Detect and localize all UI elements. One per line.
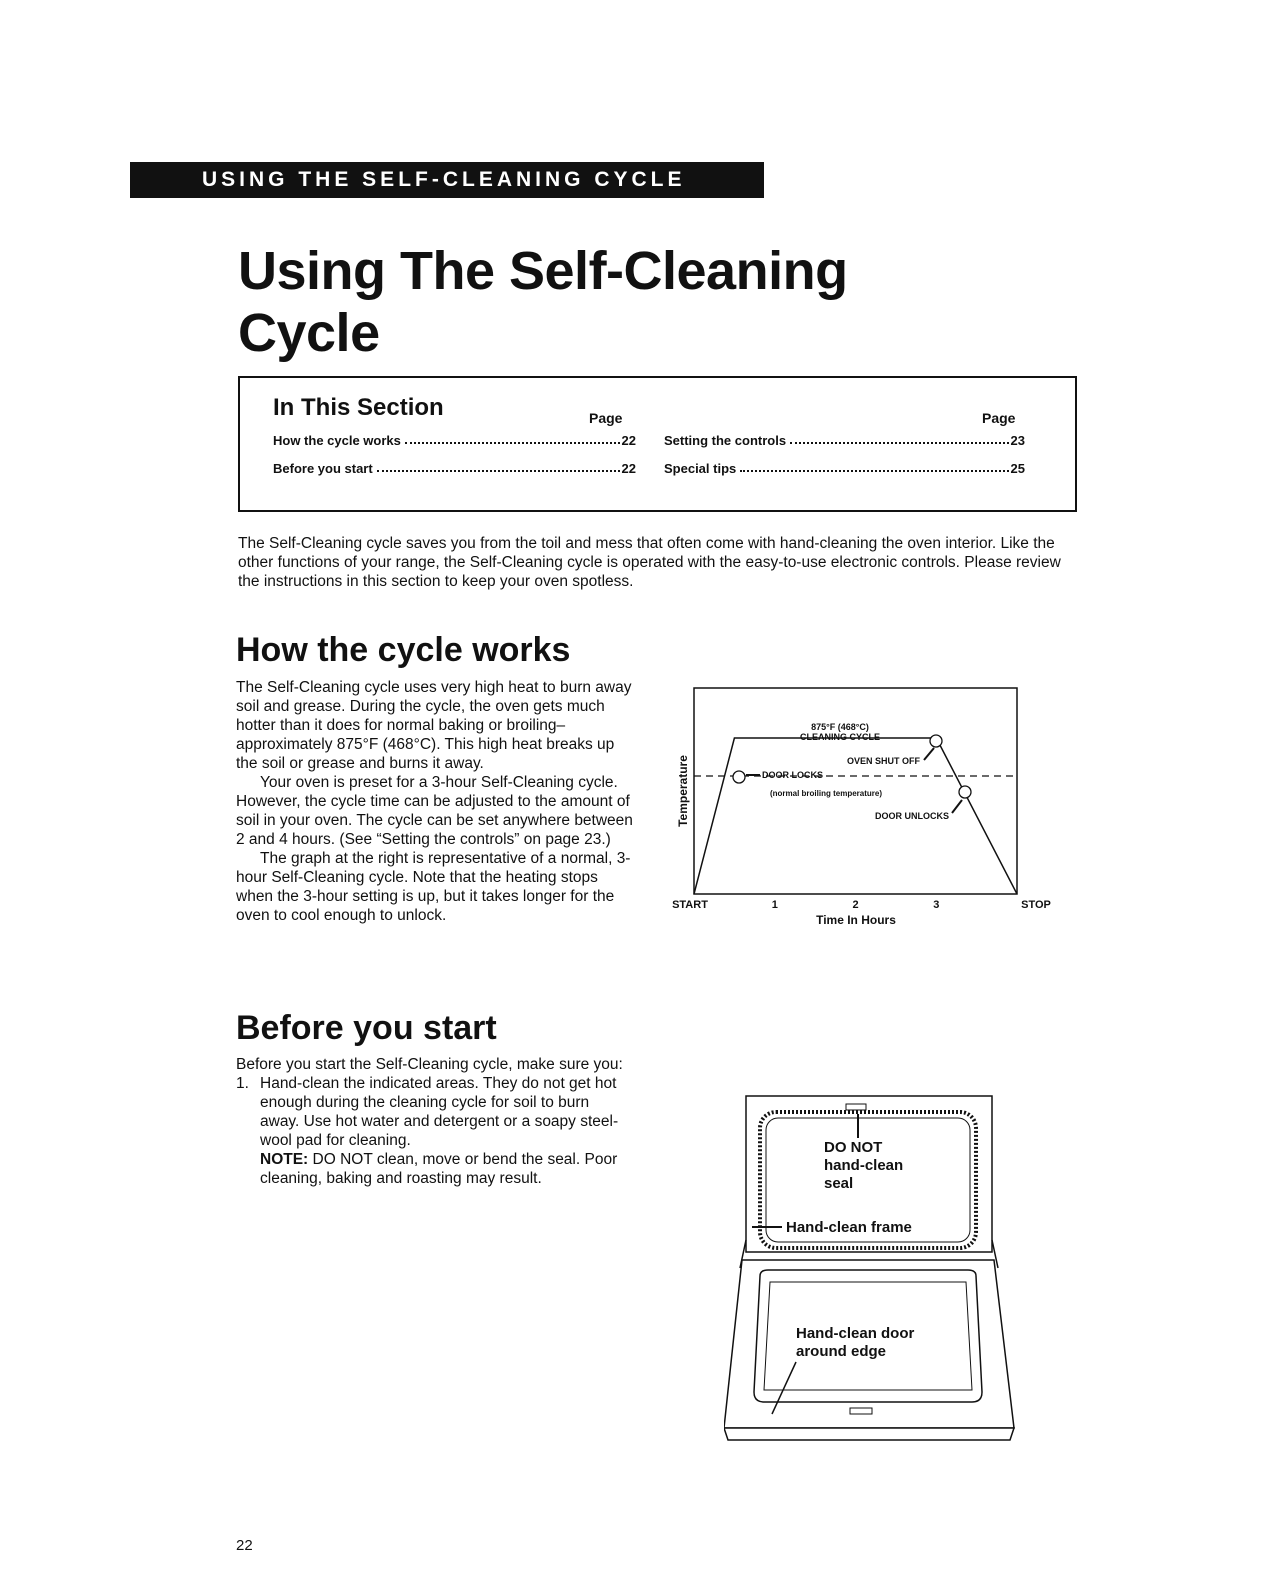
door-label-line1: Hand-clean door (796, 1325, 915, 1342)
x-tick-label: 3 (933, 899, 940, 911)
toc-entry-setting-the-controls[interactable] (664, 433, 1025, 448)
x-axis-tick-labels (672, 899, 1051, 911)
toc-heading: In This Section (273, 394, 444, 421)
section-header-text: USING THE SELF-CLEANING CYCLE (202, 168, 686, 191)
toc-entry-before-you-start[interactable] (273, 461, 636, 476)
seal-label-line1: DO NOT (824, 1139, 883, 1156)
list-item (236, 1074, 626, 1188)
door-unlocks-pointer (952, 800, 962, 813)
oven-door-illustration (724, 1090, 1020, 1480)
door-label-line2: around edge (796, 1343, 887, 1360)
how-paragraph-3: The graph at the right is representative of a normal, 3-hour Self-Cleaning cycle. Note that the heating stops when the 3-hour setting is up, but it takes longer for the oven to cool enough to unlock. (236, 850, 631, 924)
normal-broiling-label: (normal broiling temperature) (769, 789, 883, 798)
list-item-text: Hand-clean the indicated areas. They do not get hot enough during the cleaning cycle for soil to burn away. Use hot water and detergent or a soapy steel-wool pad for cleaning. (260, 1075, 619, 1149)
toc-dot-leader (740, 461, 1008, 472)
door-unlocks-label: DOOR UNLOCKS (875, 811, 949, 821)
in-this-section-box (238, 376, 1077, 512)
peak-temperature-label: 875°F (468°C) (811, 722, 869, 732)
how-the-cycle-works-body (236, 678, 636, 925)
self-cleaning-cycle-chart (662, 686, 1057, 948)
frame-label: Hand-clean frame (786, 1219, 912, 1236)
cleaning-cycle-label: CLEANING CYCLE (799, 732, 881, 742)
list-item-number: 1. (236, 1075, 249, 1092)
section-header-bar (130, 162, 764, 198)
toc-entry-label: How the cycle works (273, 433, 401, 448)
shutoff-marker-circle (930, 735, 942, 747)
before-intro: Before you start the Self-Cleaning cycle, make sure you: (236, 1056, 623, 1073)
before-you-start-heading: Before you start (236, 1009, 497, 1047)
door-locks-label: DOOR LOCKS (762, 770, 824, 780)
toc-entry-how-the-cycle-works[interactable] (273, 433, 636, 448)
latch-icon (846, 1104, 866, 1110)
toc-dot-leader (790, 433, 1008, 444)
toc-dot-leader (405, 433, 620, 444)
x-tick-label: STOP (1021, 899, 1051, 911)
oven-door-diagram (724, 1090, 1020, 1480)
seal-label-line2: hand-clean (824, 1157, 904, 1174)
toc-page-header-right: Page (982, 410, 1016, 426)
shutoff-pointer (924, 748, 934, 760)
toc-entry-label: Setting the controls (664, 433, 787, 448)
toc-entry-label: Before you start (273, 461, 373, 476)
toc-entry-special-tips[interactable] (664, 461, 1025, 476)
door-handle-icon (850, 1408, 872, 1414)
how-paragraph-2: Your oven is preset for a 3-hour Self-Cleaning cycle. However, the cycle time can be adjusted to the amount of soil in your oven. The cycle can be set anywhere between 2 and 4 hours. (See “Setting the controls” on page 23.) (236, 774, 633, 848)
x-tick-label: START (672, 899, 708, 911)
page-title-line1: Using The Self-Cleaning (238, 241, 848, 301)
oven-shut-off-label: OVEN SHUT OFF (846, 756, 920, 766)
x-axis-label: Time In Hours (816, 913, 896, 927)
note-label: NOTE: (260, 1151, 309, 1168)
how-paragraph-1: The Self-Cleaning cycle uses very high heat to burn away soil and grease. During the cycle, the oven gets much hotter than it does for normal baking or broiling–approximately 875°F (468°C). This high heat breaks up the soil or grease and burns it away. (236, 679, 632, 772)
toc-dot-leader (377, 461, 620, 472)
intro-paragraph: The Self-Cleaning cycle saves you from the toil and mess that often come with hand-cleaning the oven interior. Like the other functions of your range, the Self-Cleaning cycle is operated with the easy-to-use electronic controls. Please review the instructions in this section to keep your oven spotless. (238, 535, 1061, 590)
how-the-cycle-works-heading: How the cycle works (236, 631, 571, 669)
toc-entry-page: 25 (1010, 461, 1025, 476)
note (260, 1150, 626, 1188)
door-unlocks-marker-circle (959, 786, 971, 798)
before-you-start-body (236, 1055, 626, 1188)
door-bottom-edge (724, 1428, 1014, 1440)
toc-page-header-left: Page (589, 410, 623, 426)
seal-label-line3: seal (824, 1175, 854, 1192)
page-title (238, 240, 1138, 364)
page-number: 22 (236, 1537, 253, 1554)
x-tick-label: 1 (771, 899, 778, 911)
toc-entry-label: Special tips (664, 461, 737, 476)
y-axis-label: Temperature (676, 755, 690, 827)
door-locks-marker-circle (733, 771, 745, 783)
toc-entry-page: 22 (621, 461, 636, 476)
before-steps-list (236, 1074, 626, 1188)
note-text: DO NOT clean, move or bend the seal. Poor cleaning, baking and roasting may result. (260, 1151, 618, 1187)
page-title-line2: Cycle (238, 303, 380, 363)
toc-entry-page: 23 (1010, 433, 1025, 448)
x-tick-label: 2 (852, 899, 859, 911)
toc-entry-page: 22 (621, 433, 636, 448)
